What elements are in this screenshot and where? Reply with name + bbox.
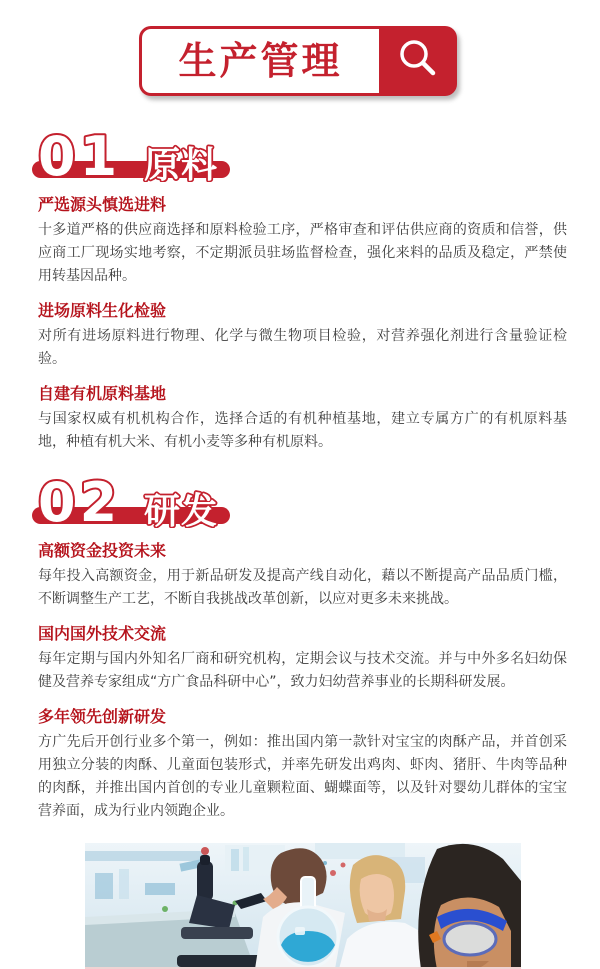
item-body: 十多道严格的供应商选择和原料检验工序，严格审查和评估供应商的资质和信誉，供应商工厂现场实地考察，不定期派员驻场监督检查，强化来料的品质及稳定，严禁使用转基因品种。 [38,222,567,284]
list-item [38,706,567,823]
item-heading: 进场原料生化检验 [38,301,167,320]
section-02-name: 研发 [144,491,219,528]
item-heading: 严选源头慎选进料 [38,195,167,214]
item-heading: 高额资金投资未来 [38,541,167,560]
section-02-number: 02 [38,471,122,528]
list-item [38,300,567,371]
section-02-title [28,468,298,528]
list-item [38,623,567,694]
item-body: 与国家权威有机机构合作，选择合适的有机种植基地，建立专属方广的有机原料基地，种植有机大米、有机小麦等多种有机原料。 [38,411,567,450]
list-item [38,383,567,454]
list-item [38,540,567,611]
page-title: 生产管理 [178,39,343,83]
section-01-title [28,122,298,182]
list-item [38,194,567,288]
item-heading: 多年领先创新研发 [38,707,167,726]
item-body: 每年定期与国内外知名厂商和研究机构，定期会议与技术交流。并与中外多名妇幼保健及营养专家组成“方广食品科研中心”，致力妇幼营养事业的长期科研发展。 [38,651,567,690]
researcher-right [418,844,521,969]
item-body: 对所有进场原料进行物理、化学与微生物项目检验，对营养强化剂进行含量验证检验。 [38,328,567,367]
item-heading: 国内国外技术交流 [38,624,167,643]
item-body: 方广先后开创行业多个第一，例如：推出国内第一款针对宝宝的肉酥产品，并首创采用独立分装的肉酥、儿童面包装形式，并率先研发出鸡肉、虾肉、猪肝、牛肉等品种的肉酥，并推出国内首创的专业儿童颗粒面、蝴蝶面等，以及针对婴幼儿群体的宝宝营养面，成为行业内领跑企业。 [38,734,567,819]
item-heading: 自建有机原料基地 [38,384,167,403]
section-01-name: 原料 [144,145,219,182]
section-01-number: 01 [38,125,122,182]
item-body: 每年投入高额资金，用于新品研发及提高产线自动化，藉以不断提高产品品质门槛，不断调整生产工艺，不断自我挑战改革创新，以应对更多未来挑战。 [38,568,567,607]
laboratory-researchers-photo [85,843,521,969]
